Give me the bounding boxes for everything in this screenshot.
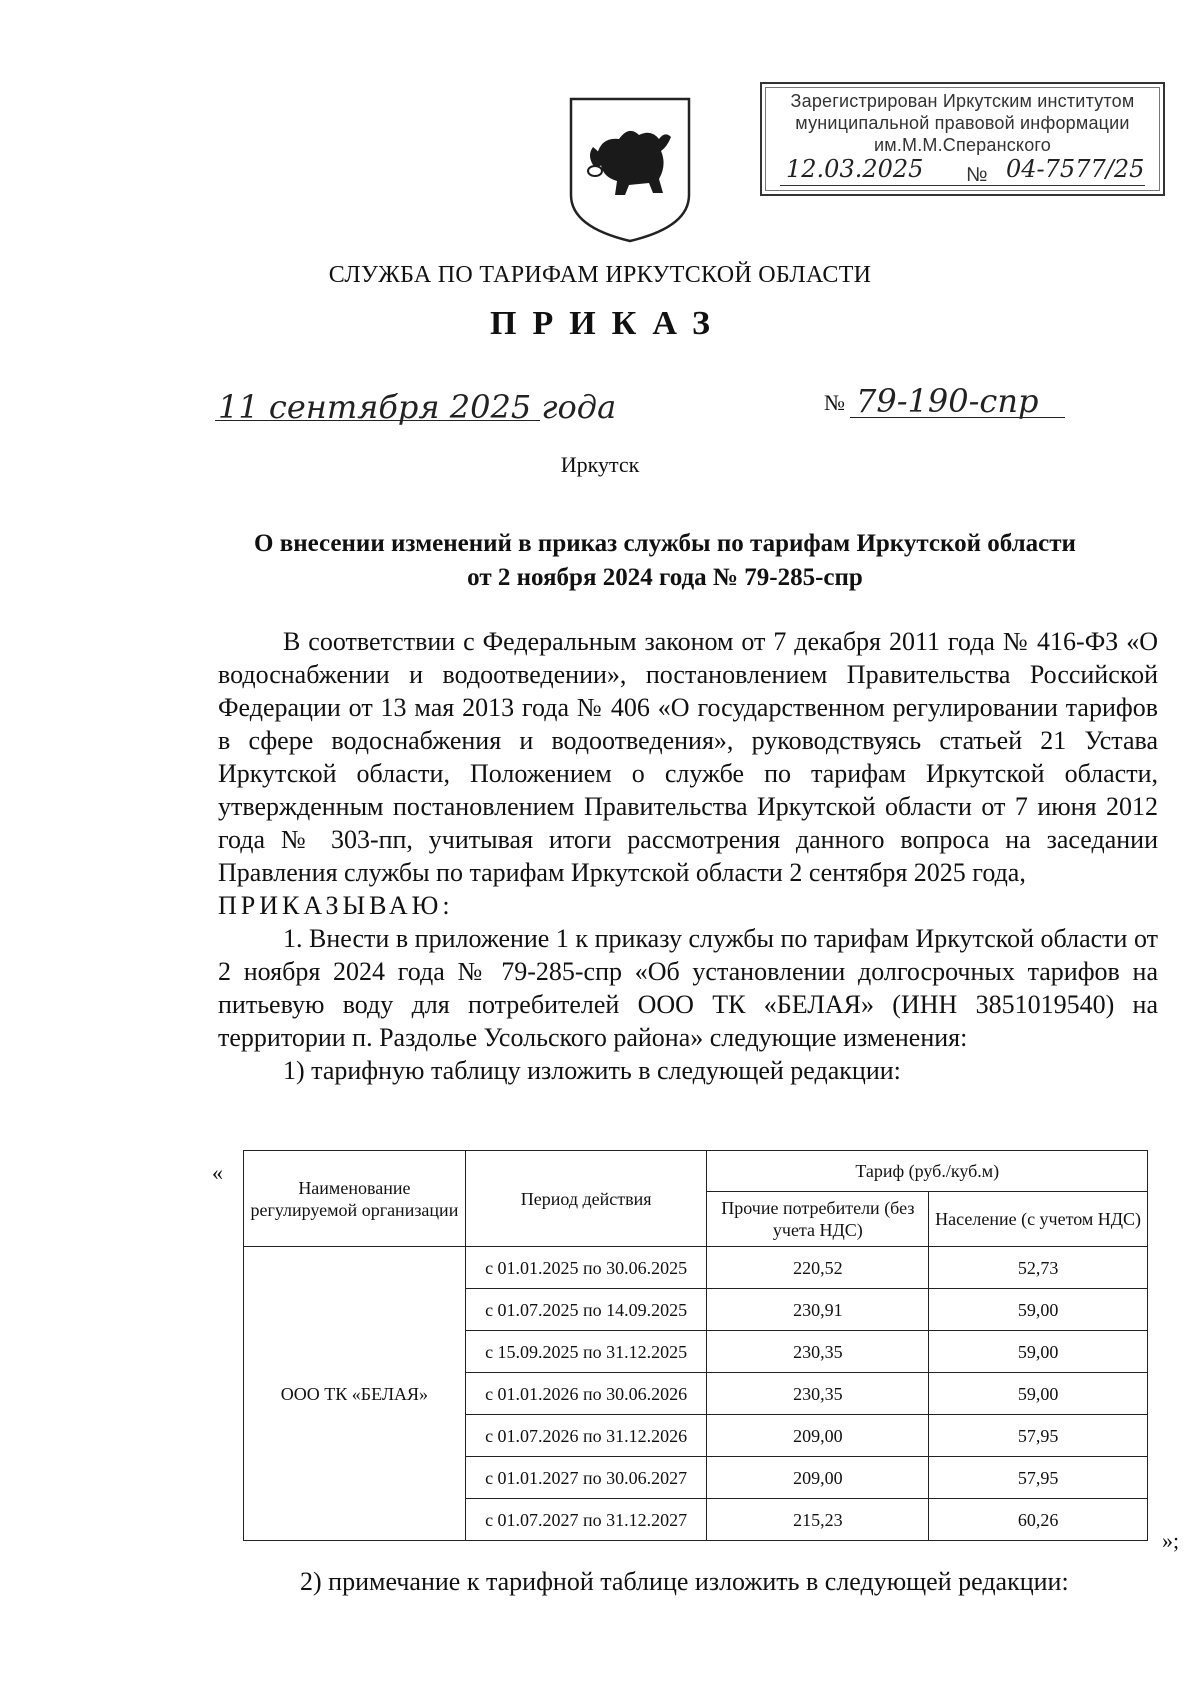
header-tariff: Тариф (руб./куб.м) (707, 1151, 1148, 1192)
other-tariff-cell: 209,00 (707, 1457, 929, 1499)
registration-stamp (760, 82, 1165, 196)
population-tariff-cell: 57,95 (929, 1415, 1148, 1457)
stamp-registration-row (776, 155, 1149, 188)
header-other-consumers: Прочие потребители (без учета НДС) (707, 1192, 929, 1247)
item-1-2-paragraph: 2) примечание к тарифной таблице изложить в следующей редакции: (300, 1567, 1069, 1596)
period-cell: с 01.01.2026 по 30.06.2026 (465, 1373, 707, 1415)
order-number-underline (850, 417, 1065, 418)
other-tariff-cell: 230,35 (707, 1373, 929, 1415)
stamp-underline (780, 185, 1145, 186)
population-tariff-cell: 59,00 (929, 1289, 1148, 1331)
document-body (218, 625, 1158, 1087)
order-number-label: № (824, 390, 845, 415)
period-cell: с 15.09.2025 по 31.12.2025 (465, 1331, 707, 1373)
table-row (244, 1247, 1148, 1289)
header-period: Период действия (465, 1151, 707, 1247)
stamp-line-3: им.М.М.Сперанского (873, 135, 1051, 155)
order-number: 79-190-спр (856, 382, 1039, 420)
period-cell: с 01.07.2025 по 14.09.2025 (465, 1289, 707, 1331)
population-tariff-cell: 57,95 (929, 1457, 1148, 1499)
header-population: Население (с учетом НДС) (929, 1192, 1148, 1247)
irkutsk-coat-of-arms (567, 95, 693, 245)
other-tariff-cell: 215,23 (707, 1499, 929, 1541)
title-line-1: О внесении изменений в приказ службы по тарифам Иркутской области (254, 530, 1076, 557)
header-org: Наименование регулируемой организации (244, 1151, 466, 1247)
stamp-number-label: № (966, 164, 988, 186)
period-cell: с 01.01.2027 по 30.06.2027 (465, 1457, 707, 1499)
period-cell: с 01.07.2027 по 31.12.2027 (465, 1499, 707, 1541)
other-tariff-cell: 220,52 (707, 1247, 929, 1289)
city: Иркутск (560, 452, 640, 477)
period-cell: с 01.07.2026 по 31.12.2026 (465, 1415, 707, 1457)
preamble-paragraph: В соответствии с Федеральным законом от 7 декабря 2011 года № 416-ФЗ «О водоснабжении и водоотведении», постановлением Правительства Российской Федерации от 13 мая 2013 года № 406 «О государственном регулировании тарифов в сфере водоснабжения и водоотведения», руководствуясь статьей 21 Устава Иркутской области, Положением о службе по тарифам Иркутской области, утвержденным постановлением Правительства Иркутской области от 7 июня 2012 года № 303-пп, учитывая итоги рассмотрения данного вопроса на заседании Правления службы по тарифам Иркутской области 2 сентября 2025 года, (218, 627, 1158, 887)
table-close-quote: »; (1162, 1528, 1180, 1553)
order-word: ПРИКАЗЫВАЮ: (218, 891, 454, 920)
item-1-paragraph: 1. Внести в приложение 1 к приказу службы по тарифам Иркутской области от 2 ноября 2024 года № 79-285-спр «Об установлении долгосрочных тарифов на питьевую воду для потребителей ООО ТК «БЕЛАЯ» (ИНН 3851019540) на территории п. Раздолье Усольского района» следующие изменения: (218, 924, 1158, 1052)
population-tariff-cell: 52,73 (929, 1247, 1148, 1289)
table-header-row (244, 1151, 1148, 1192)
order-date-underline (215, 420, 540, 421)
population-tariff-cell: 59,00 (929, 1331, 1148, 1373)
service-name: СЛУЖБА ПО ТАРИФАМ ИРКУТСКОЙ ОБЛАСТИ (328, 262, 872, 288)
stamp-line-1: Зарегистрирован Иркутским институтом (790, 91, 1135, 111)
org-name-cell: ООО ТК «БЕЛАЯ» (244, 1247, 466, 1541)
document-type: ПРИКАЗ (490, 305, 726, 342)
stamp-registration-number: 04-7577/25 (1006, 155, 1145, 183)
title-line-2: от 2 ноября 2024 года № 79-285-спр (467, 564, 863, 591)
other-tariff-cell: 209,00 (707, 1415, 929, 1457)
population-tariff-cell: 59,00 (929, 1373, 1148, 1415)
stamp-registration-date: 12.03.2025 (786, 155, 924, 183)
tariff-table (243, 1150, 1148, 1541)
table-open-quote: « (212, 1160, 223, 1185)
item-1-1-paragraph: 1) тарифную таблицу изложить в следующей редакции: (283, 1056, 901, 1085)
order-date: 11 сентября 2025 года (218, 388, 617, 426)
population-tariff-cell: 60,26 (929, 1499, 1148, 1541)
stamp-line-2: муниципальной правовой информации (795, 113, 1130, 133)
other-tariff-cell: 230,91 (707, 1289, 929, 1331)
document-title (200, 527, 1130, 595)
period-cell: с 01.01.2025 по 30.06.2025 (465, 1247, 707, 1289)
other-tariff-cell: 230,35 (707, 1331, 929, 1373)
